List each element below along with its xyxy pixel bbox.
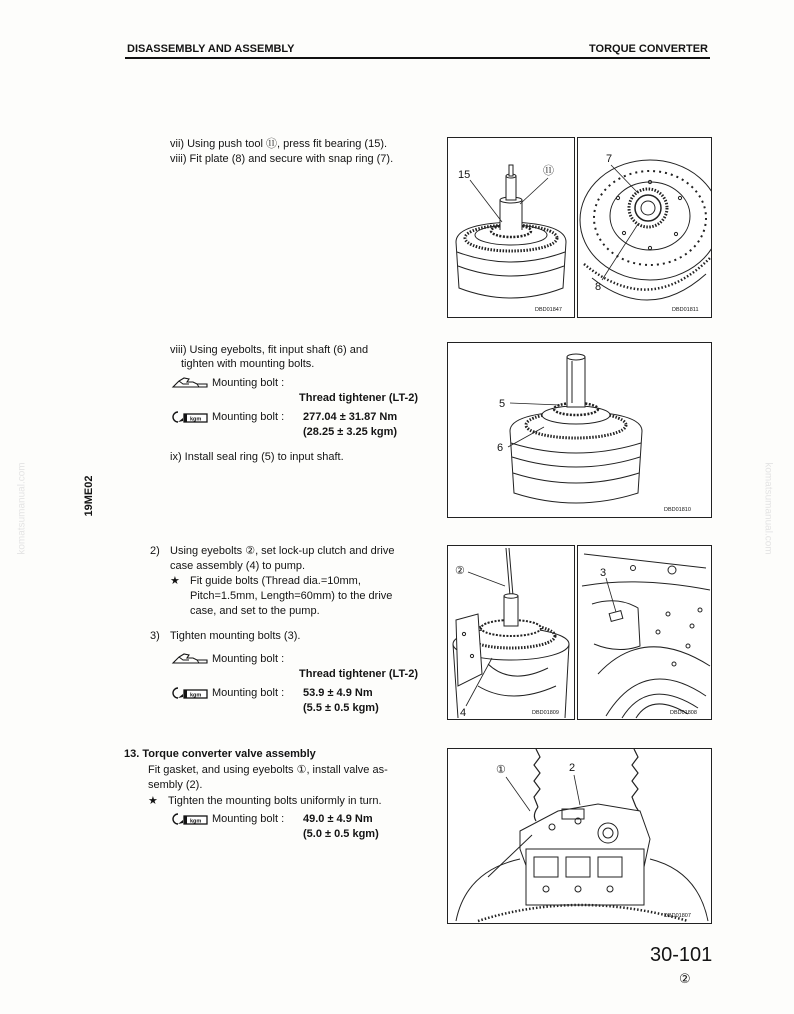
step-text: Tighten mounting bolts (3). xyxy=(170,630,301,642)
note-text: case, and set to the pump. xyxy=(190,605,320,617)
step-text: Using eyebolts ②, set lock-up clutch and drive xyxy=(170,545,395,557)
note-star-icon: ★ xyxy=(148,795,158,807)
leader-line xyxy=(468,572,505,586)
step-text: Fit gasket, and using eyebolts ①, install valve as- xyxy=(148,764,388,776)
torque-value-nm: 277.04 ± 31.87 Nm xyxy=(303,411,398,423)
leader-line xyxy=(602,224,638,280)
push-tool-drawing xyxy=(500,165,522,230)
torque-value-kgm: (5.5 ± 0.5 kgm) xyxy=(303,702,379,714)
eyebolt-rod xyxy=(504,548,518,626)
torque-value-nm: 49.0 ± 4.9 Nm xyxy=(303,813,373,825)
torque-wrench-icon xyxy=(171,686,209,700)
figure-code: DBD01811 xyxy=(672,307,699,313)
kgm-label: kgm xyxy=(190,818,202,825)
chapter-title: TORQUE CONVERTER xyxy=(589,43,708,55)
watermark-right: komatsumanual.com xyxy=(762,462,774,555)
snap-ring-drawing xyxy=(578,138,711,317)
step-text: viii) Using eyebolts, fit input shaft (6) and xyxy=(170,344,369,356)
adhesive-spec: Thread tightener (LT-2) xyxy=(299,392,418,404)
torque-wrench-icon xyxy=(171,812,209,826)
fastener-label: Mounting bolt : xyxy=(212,377,285,389)
callout-push-tool: ⑪ xyxy=(543,165,554,177)
watermark-left: komatsumanual.com xyxy=(16,462,28,555)
torque-value-kgm: (5.0 ± 0.5 kgm) xyxy=(303,828,379,840)
callout-valve: 2 xyxy=(569,762,576,774)
converter-top-view xyxy=(580,160,711,300)
housing-drawing xyxy=(456,222,566,298)
adhesive-spec: Thread tightener (LT-2) xyxy=(299,668,418,680)
kgm-label: kgm xyxy=(190,416,202,423)
thread-tightener-icon xyxy=(171,375,209,389)
step-text: ix) Install seal ring (5) to input shaft. xyxy=(170,451,344,463)
step-text: tighten with mounting bolts. xyxy=(181,358,315,370)
torque-wrench-icon xyxy=(171,410,209,424)
header-rule xyxy=(125,57,710,59)
figure-code: DBD01808 xyxy=(670,710,697,716)
callout-mounting-bolt: 3 xyxy=(600,567,607,579)
figure-code: DBD01809 xyxy=(532,710,559,716)
valve-assembly-drawing xyxy=(448,749,711,923)
step-text: case assembly (4) to pump. xyxy=(170,560,306,572)
step-text: viii) Fit plate (8) and secure with snap ring (7). xyxy=(170,153,394,165)
leader-line xyxy=(506,777,530,811)
step-number: 3) xyxy=(150,630,160,642)
housing-drawing xyxy=(510,403,642,503)
figure-mounting-bolts xyxy=(577,545,712,720)
note-text: Pitch=1.5mm, Length=60mm) to the drive xyxy=(190,590,393,602)
leader-line xyxy=(611,165,638,193)
leader-line xyxy=(606,578,616,612)
callout-plate: 8 xyxy=(595,281,602,293)
note-star-icon: ★ xyxy=(170,575,180,587)
kgm-label: kgm xyxy=(190,692,202,699)
leader-line xyxy=(574,775,580,805)
fastener-label: Mounting bolt : xyxy=(212,411,285,423)
figure-valve-assembly xyxy=(447,748,712,924)
figure-code: DBD01807 xyxy=(664,913,691,919)
revision-mark: ② xyxy=(679,972,691,987)
leader-line xyxy=(510,403,560,405)
housing-drawing xyxy=(453,614,569,718)
leader-line xyxy=(520,178,548,204)
figure-lockup-clutch xyxy=(447,545,575,720)
note-text: Tighten the mounting bolts uniformly in turn. xyxy=(168,795,382,807)
figure-code: DBD01810 xyxy=(664,507,691,513)
figure-input-shaft xyxy=(447,342,712,518)
fastener-label: Mounting bolt : xyxy=(212,813,285,825)
thread-tightener-icon xyxy=(171,651,209,665)
step-number: 2) xyxy=(150,545,160,557)
figure-bearing-press xyxy=(447,137,575,318)
step-text: sembly (2). xyxy=(148,779,203,791)
bearing-press-drawing xyxy=(448,138,574,317)
callout-bearing: 15 xyxy=(458,169,471,181)
figure-snap-ring xyxy=(577,137,712,318)
callout-seal-ring: 5 xyxy=(499,398,506,410)
callout-eyebolt: ① xyxy=(496,764,506,776)
input-shaft-drawing xyxy=(448,343,711,517)
valve-body-drawing xyxy=(520,804,650,905)
callout-clutch-assembly: 4 xyxy=(460,707,467,719)
fastener-label: Mounting bolt : xyxy=(212,653,285,665)
section-title: DISASSEMBLY AND ASSEMBLY xyxy=(127,43,295,55)
section-heading: 13. Torque converter valve assembly xyxy=(124,748,316,760)
torque-value-nm: 53.9 ± 4.9 Nm xyxy=(303,687,373,699)
page-number: 30-101 xyxy=(650,944,713,966)
lockup-clutch-drawing xyxy=(448,546,574,719)
fastener-label: Mounting bolt : xyxy=(212,687,285,699)
callout-eyebolt: ② xyxy=(455,565,465,577)
torque-value-kgm: (28.25 ± 3.25 kgm) xyxy=(303,426,398,438)
callout-input-shaft: 6 xyxy=(497,442,504,454)
callout-snap-ring: 7 xyxy=(606,153,613,165)
document-code: 19ME02 xyxy=(83,475,95,517)
mounting-bolts-drawing xyxy=(578,546,711,719)
note-text: Fit guide bolts (Thread dia.=10mm, xyxy=(190,575,361,587)
step-text: vii) Using push tool ⑪, press fit bearing (15). xyxy=(170,138,388,150)
figure-code: DBD01847 xyxy=(535,307,562,313)
input-shaft xyxy=(567,354,585,407)
leader-line xyxy=(470,180,502,222)
